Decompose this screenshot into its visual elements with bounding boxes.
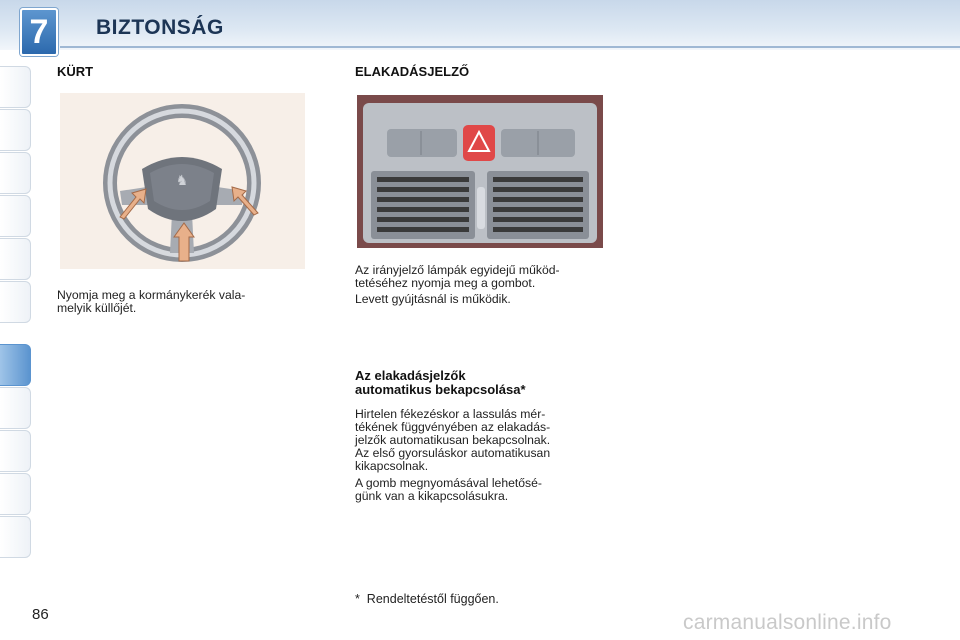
- chapter-tab-4[interactable]: [0, 195, 31, 237]
- chapter-tab-6[interactable]: [0, 281, 31, 323]
- steering-wheel-horn-illustration: [60, 93, 305, 269]
- chapter-badge[interactable]: 7: [20, 8, 58, 56]
- svg-text:♞: ♞: [175, 173, 189, 189]
- chapter-tab-9[interactable]: [0, 430, 31, 472]
- watermark: carmanualsonline.info: [683, 611, 892, 634]
- chapter-tab-8[interactable]: [0, 387, 31, 429]
- horn-heading: KÜRT: [57, 64, 94, 79]
- chapter-tab-10[interactable]: [0, 473, 31, 515]
- auto-hazard-para-2: A gomb megnyomásával lehetősé- günk van a kikapcsolásukra.: [355, 476, 542, 503]
- auto-hazard-subheading: Az elakadásjelzők automatikus bekapcsolása*: [355, 368, 526, 397]
- page-number: 86: [32, 606, 49, 623]
- chapter-tab-1[interactable]: [0, 66, 31, 108]
- chapter-tab-7-active[interactable]: [0, 344, 31, 386]
- header-rule: [60, 46, 960, 48]
- auto-hazard-para-1: Hirtelen fékezéskor a lassulás mér- tékének függvényében az elakadás- jelzők automatikusan bekapcsolnak. Az első gyorsuláskor automatikusan kikapcsolnak.: [355, 407, 551, 473]
- chapter-tab-3[interactable]: [0, 152, 31, 194]
- section-title: BIZTONSÁG: [96, 16, 224, 39]
- hazard-switch-dashboard-illustration: [357, 95, 603, 248]
- hazard-para-2: Levett gyújtásnál is működik.: [355, 292, 511, 306]
- hazard-heading: ELAKADÁSJELZŐ: [355, 64, 470, 79]
- chapter-tab-5[interactable]: [0, 238, 31, 280]
- chapter-tab-11[interactable]: [0, 516, 31, 558]
- footnote: * Rendeltetéstől függően.: [355, 592, 499, 606]
- chapter-tab-2[interactable]: [0, 109, 31, 151]
- chapter-tabs: [0, 62, 34, 574]
- horn-instruction: Nyomja meg a kormánykerék vala- melyik küllőjét.: [57, 288, 246, 315]
- hazard-para-1: Az irányjelző lámpák egyidejű működ- tetéséhez nyomja meg a gombot.: [355, 263, 560, 290]
